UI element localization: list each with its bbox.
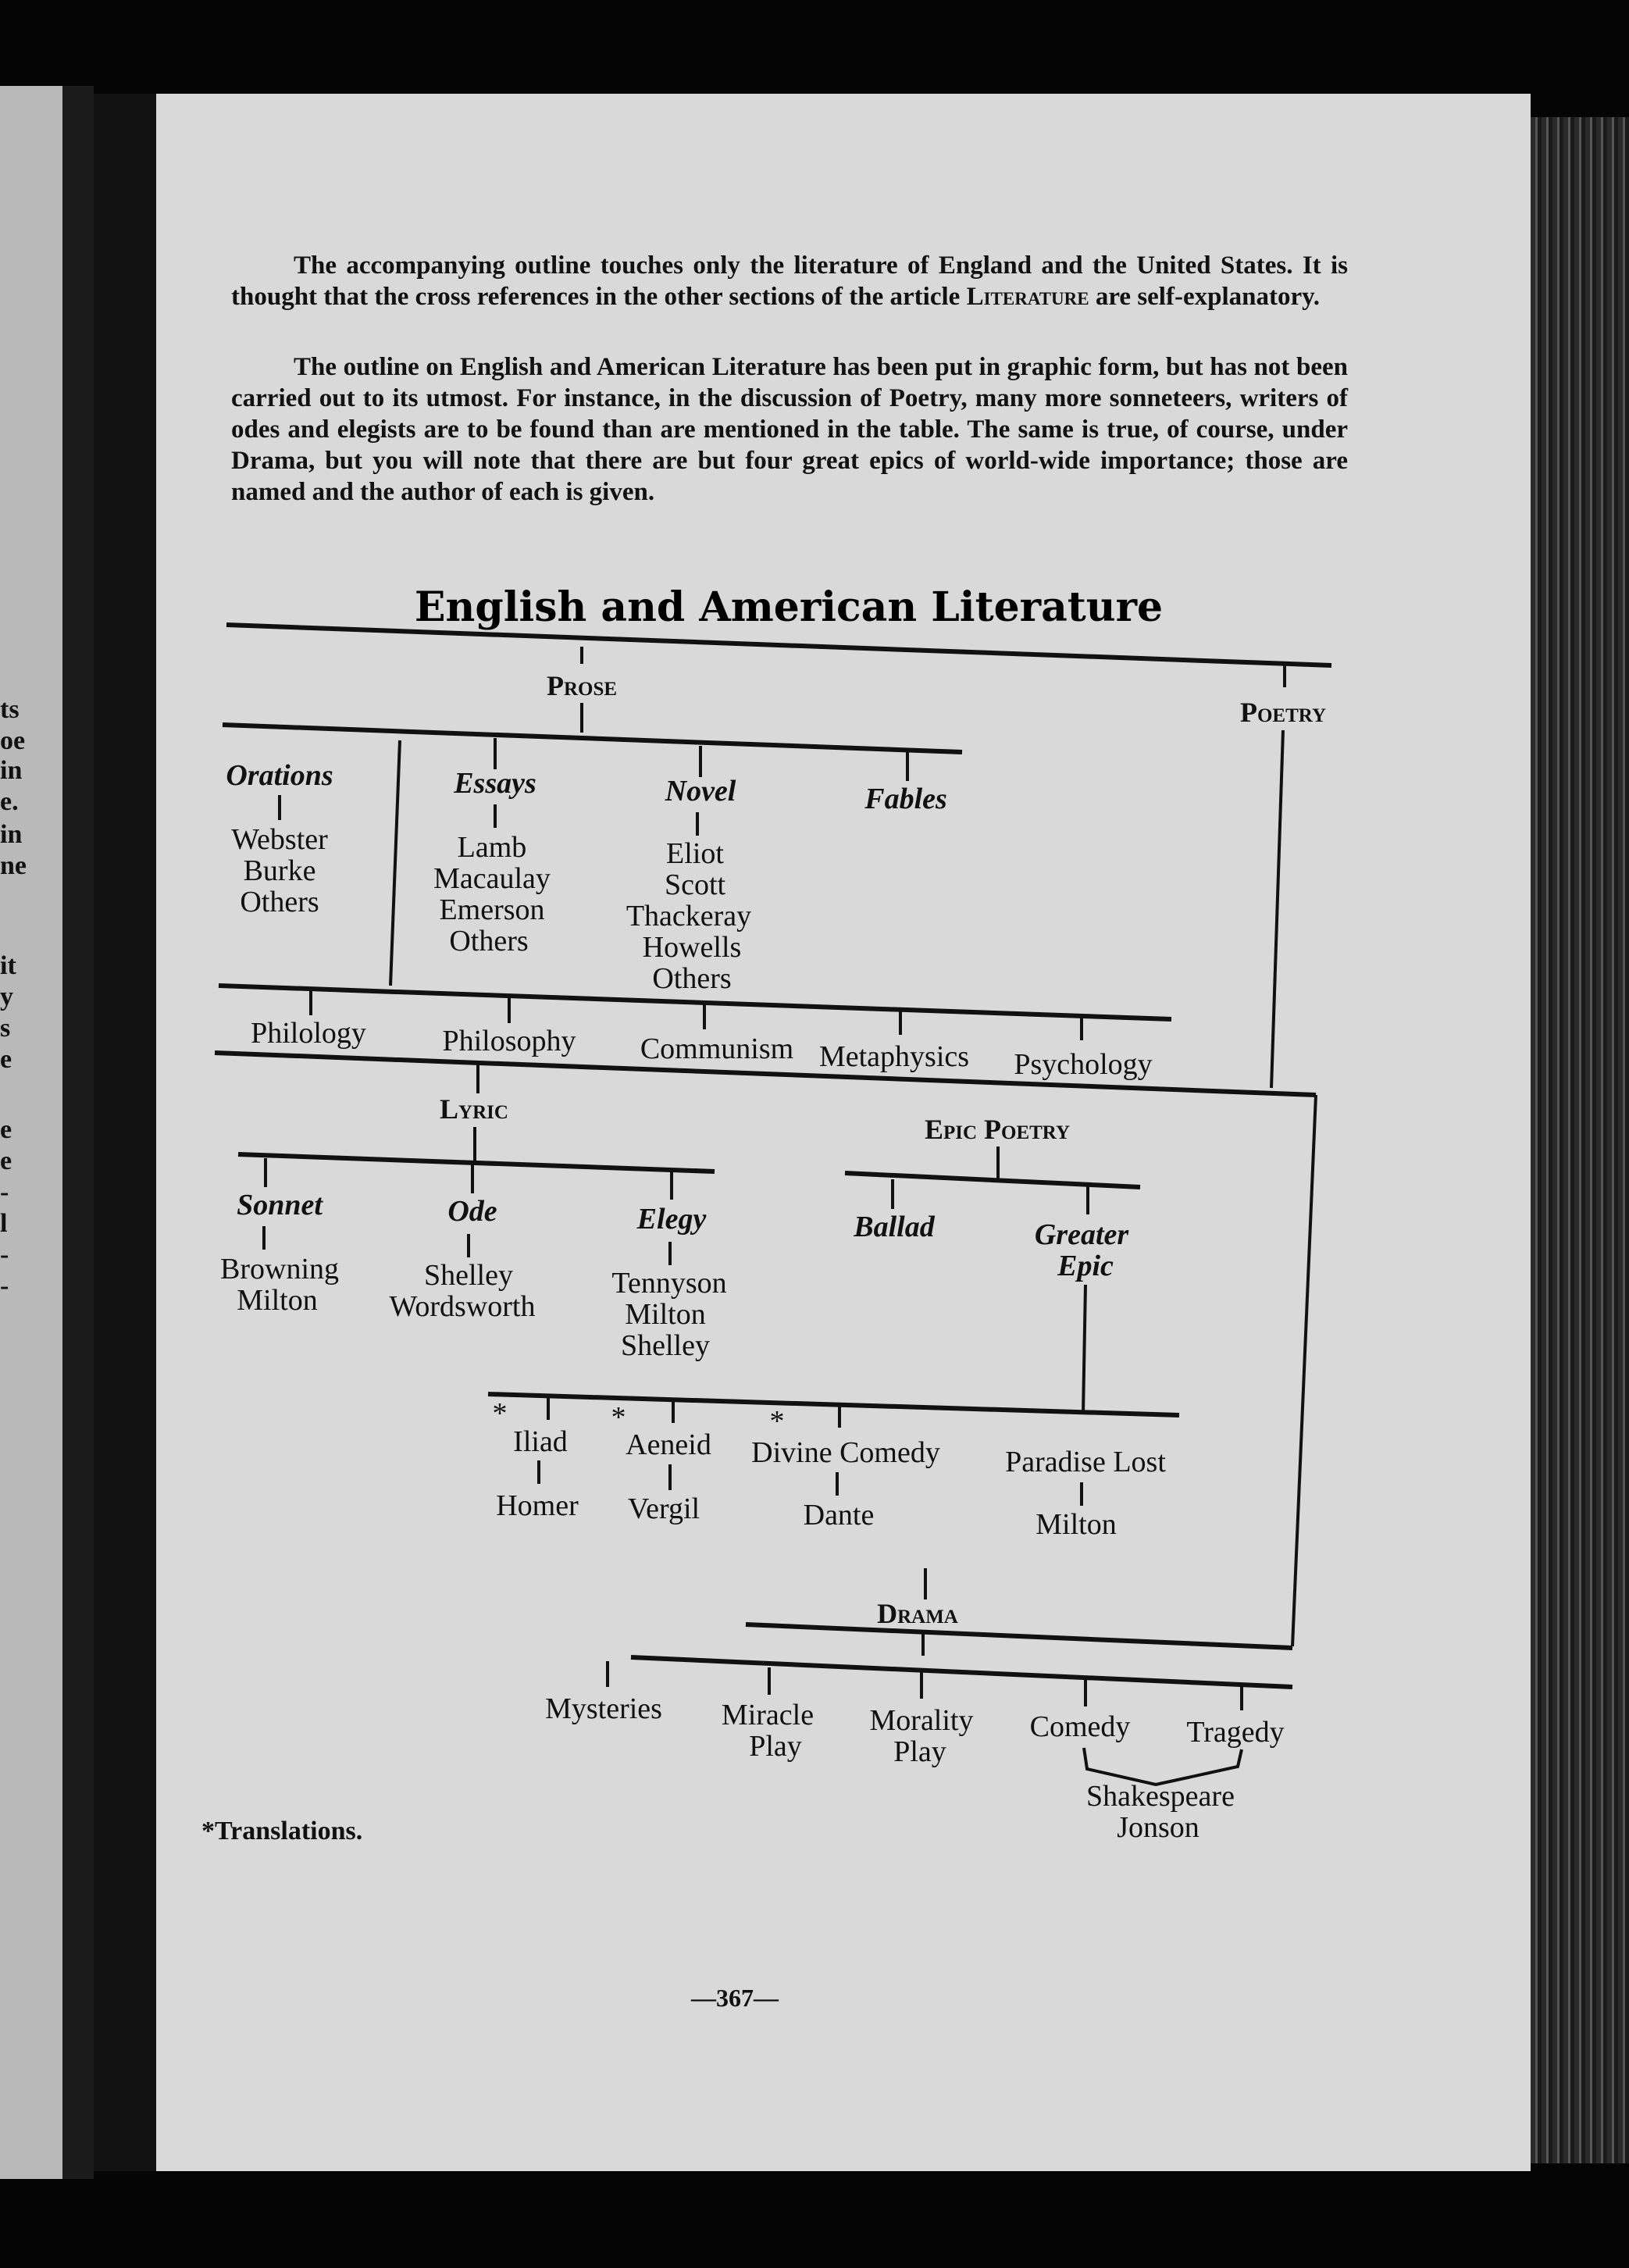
essays-author: Others — [449, 925, 529, 957]
novel-author: Scott — [664, 868, 726, 901]
left-page-fragment: - — [0, 1271, 9, 1300]
epic-author: Homer — [496, 1489, 579, 1522]
left-page-fragment: ne — [0, 851, 27, 880]
poetry-right-vertical — [1292, 1095, 1316, 1646]
epic-author: Milton — [1036, 1508, 1117, 1541]
miracle-play-line1: Miracle — [721, 1699, 814, 1731]
prose-label: Prose — [546, 670, 618, 701]
lyric-label: Lyric — [440, 1093, 508, 1125]
epic-title: Aeneid — [626, 1428, 711, 1461]
left-page-fragment: y — [0, 982, 13, 1011]
orations-author: Webster — [231, 823, 328, 856]
drama-top-line — [746, 1624, 1292, 1648]
orations-author: Burke — [243, 854, 316, 887]
left-page-fragment: oe — [0, 726, 26, 755]
dramatists-bracket — [1084, 1748, 1242, 1785]
left-page-fragment: ts — [0, 695, 20, 724]
miracle-play-line2: Play — [749, 1730, 802, 1763]
essays-author: Emerson — [439, 893, 545, 926]
epic-title: Paradise Lost — [1005, 1446, 1166, 1478]
elegy-authors — [611, 1267, 726, 1362]
left-page-fragment: e — [0, 1045, 12, 1074]
elegy-author: Milton — [625, 1298, 706, 1331]
left-page-fragment: e — [0, 1146, 12, 1175]
philosophy-label: Philosophy — [442, 1025, 576, 1057]
elegy-label: Elegy — [636, 1203, 707, 1236]
left-page-fragment: in — [0, 820, 23, 849]
left-page-fragment: - — [0, 1240, 9, 1269]
essays-authors — [433, 831, 551, 957]
sonnet-author: Milton — [237, 1284, 318, 1317]
left-page-fragment: in — [0, 756, 23, 785]
intro-p2-text: The outline on English and American Literature has been put in graphic form, but has not been carried out to its utmost. For instance, in the discussion of Poetry, many more sonneteers, writers of odes and elegists are to be found than are mentioned in the table. The same is true, of course, under Drama, but you will note that there are but four great epics of world-wide importance; those are named and the author of each is given. — [231, 353, 1348, 506]
epic-title: Divine Comedy — [751, 1436, 940, 1469]
novel-author: Thackeray — [626, 900, 752, 933]
epic-title: Iliad — [513, 1425, 568, 1458]
greater-epic-down — [1083, 1285, 1085, 1414]
sonnet-author: Browning — [220, 1253, 339, 1286]
drama-branch-line — [631, 1657, 1292, 1687]
epic-branch-line — [845, 1173, 1140, 1187]
essays-author: Lamb — [457, 831, 527, 864]
prose-divider — [390, 740, 400, 986]
novel-author: Others — [652, 962, 732, 995]
mysteries-label: Mysteries — [545, 1692, 662, 1725]
dramatist: Jonson — [1117, 1811, 1199, 1844]
elegy-author: Tennyson — [611, 1267, 727, 1300]
poetry-vertical — [1271, 730, 1283, 1088]
orations-label: Orations — [226, 759, 333, 792]
communism-label: Communism — [640, 1032, 794, 1065]
page-number: —367— — [691, 1984, 779, 2012]
footnote: *Translations. — [201, 1817, 363, 1845]
left-page-fragment: e. — [0, 787, 19, 816]
metaphysics-label: Metaphysics — [818, 1040, 970, 1073]
elegy-author: Shelley — [621, 1329, 710, 1362]
fables-label: Fables — [864, 783, 947, 815]
epic-star: * — [611, 1401, 626, 1434]
epic-author: Vergil — [627, 1492, 700, 1525]
intro-p1-literature: Literature — [966, 283, 1089, 311]
morality-play-line2: Play — [893, 1735, 946, 1768]
novel-authors — [626, 837, 751, 995]
orations-authors — [231, 823, 328, 918]
greater-epic-label-line2: Epic — [1057, 1250, 1114, 1282]
chart-title: English and American Literature — [414, 583, 1164, 631]
left-page-fragment: s — [0, 1014, 11, 1043]
comedy-label: Comedy — [1029, 1710, 1131, 1743]
psychology-label: Psychology — [1014, 1048, 1153, 1081]
philology-label: Philology — [251, 1017, 366, 1050]
orations-author: Others — [240, 886, 319, 918]
essays-label: Essays — [454, 767, 536, 800]
ballad-label: Ballad — [854, 1211, 935, 1243]
tragedy-label: Tragedy — [1186, 1716, 1285, 1749]
sonnet-authors — [220, 1253, 339, 1317]
novel-label: Novel — [665, 775, 736, 808]
left-page-fragment: l — [0, 1209, 8, 1238]
morality-play-line1: Morality — [869, 1704, 974, 1737]
prose-branch-line — [223, 725, 962, 752]
drama-label: Drama — [877, 1598, 958, 1629]
dramatist: Shakespeare — [1086, 1780, 1235, 1813]
ode-label: Ode — [447, 1195, 497, 1228]
epics-line — [488, 1394, 1179, 1415]
epic-star: * — [769, 1405, 785, 1438]
poetry-label: Poetry — [1239, 697, 1327, 728]
ode-author: Shelley — [424, 1259, 513, 1292]
epic-poetry-label: Epic Poetry — [924, 1114, 1071, 1145]
left-page-fragment: - — [0, 1178, 9, 1207]
ode-author: Wordsworth — [389, 1290, 536, 1323]
sonnet-label: Sonnet — [237, 1189, 323, 1221]
epic-author: Dante — [803, 1499, 875, 1532]
greater-epic-label-line1: Greater — [1034, 1218, 1129, 1251]
essays-author: Macaulay — [433, 862, 551, 895]
epic-star: * — [492, 1397, 508, 1430]
ode-authors — [390, 1259, 536, 1323]
intro-p1-end: are self-explanatory. — [1089, 283, 1321, 311]
novel-author: Howells — [642, 931, 742, 964]
intro-p1-text: The accompanying outline touches only the literature of England and the United States. It is thought that the cross references in the other sections of the article — [231, 251, 1348, 311]
left-page-fragment: it — [0, 951, 16, 980]
left-page-fragment: e — [0, 1115, 12, 1144]
novel-author: Eliot — [666, 837, 724, 870]
